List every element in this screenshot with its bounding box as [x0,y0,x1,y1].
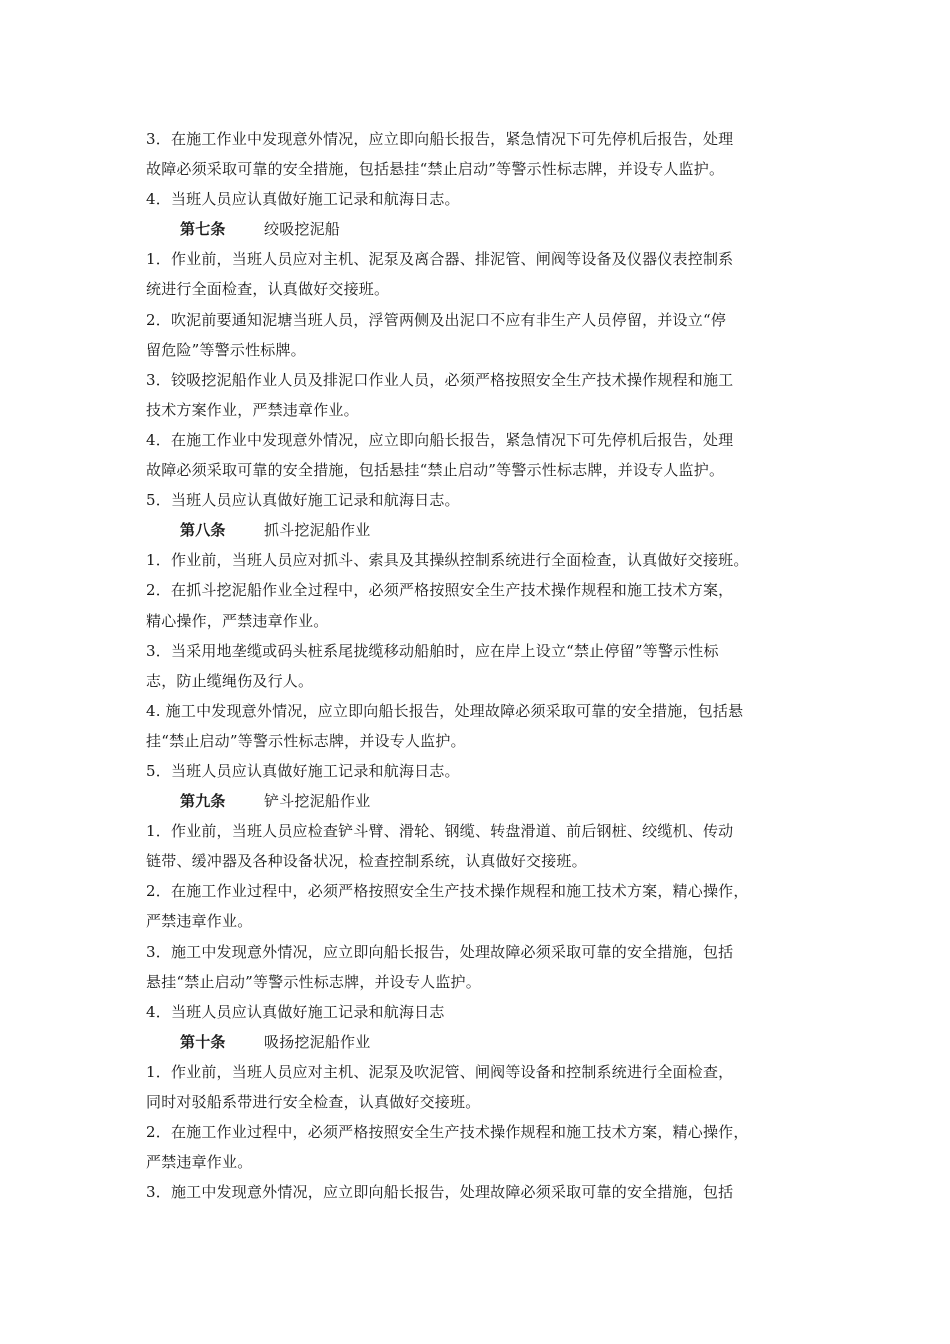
article-number: 第九条 [180,792,226,811]
text-line: 1．作业前，当班人员应对主机、泥泵及离合器、排泥管、闸阀等设备及仪器仪表控制系 [146,250,734,269]
article-heading-8 [146,515,818,545]
article-number: 第十条 [180,1032,226,1051]
text-line: 5．当班人员应认真做好施工记录和航海日志。 [146,491,460,510]
text-line: 1．作业前，当班人员应对主机、泥泵及吹泥管、闸阀等设备和控制系统进行全面检查， [146,1062,734,1081]
text-line: 留危险”等警示性标牌。 [146,340,306,359]
text-line: 4. 施工中发现意外情况，应立即向船长报告，处理故障必须采取可靠的安全措施，包括悬 [146,701,744,720]
text-line: 4．当班人员应认真做好施工记录和航海日志。 [146,190,460,209]
text-line: 技术方案作业，严禁违章作业。 [146,400,359,419]
text-line: 严禁违章作业。 [146,1153,253,1172]
article-number: 第七条 [180,220,226,239]
text-line: 4．当班人员应认真做好施工记录和航海日志 [146,1002,445,1021]
text-line: 2．在抓斗挖泥船作业全过程中，必须严格按照安全生产技术操作规程和施工技术方案， [146,581,734,600]
text-line: 挂“禁止启动”等警示性标志牌，并设专人监护。 [146,731,466,750]
text-line: 3．施工中发现意外情况，应立即向船长报告，处理故障必须采取可靠的安全措施，包括 [146,1183,734,1202]
article-title: 吸扬挖泥船作业 [264,1032,371,1051]
text-line: 3．施工中发现意外情况，应立即向船长报告，处理故障必须采取可靠的安全措施，包括 [146,942,734,961]
article-title: 抓斗挖泥船作业 [264,521,371,540]
text-line: 悬挂“禁止启动”等警示性标志牌，并设专人监护。 [146,972,481,991]
text-line: 链带、缓冲器及各种设备状况，检查控制系统，认真做好交接班。 [146,852,587,871]
text-line: 严禁违章作业。 [146,912,253,931]
article-heading-7 [146,214,818,244]
text-line: 志，防止缆绳伤及行人。 [146,671,314,690]
text-line: 故障必须采取可靠的安全措施，包括悬挂“禁止启动”等警示性标志牌，并设专人监护。 [146,160,725,179]
article-title: 绞吸挖泥船 [264,220,341,239]
text-line: 统进行全面检查，认真做好交接班。 [146,280,390,299]
article-title: 铲斗挖泥船作业 [264,792,371,811]
article-number: 第八条 [180,521,226,540]
text-line: 2．吹泥前要通知泥塘当班人员，浮管两侧及出泥口不应有非生产人员停留，并设立“停 [146,310,727,329]
article-heading-10 [146,1027,818,1057]
text-line: 2．在施工作业过程中，必须严格按照安全生产技术操作规程和施工技术方案，精心操作， [146,1123,749,1142]
text-line: 4．在施工作业中发现意外情况，应立即向船长报告，紧急情况下可先停机后报告，处理 [146,430,734,449]
text-line: 3．当采用地垄缆或码头桩系尾拢缆移动船舶时，应在岸上设立“禁止停留”等警示性标 [146,641,719,660]
text-line: 1．作业前，当班人员应对抓斗、索具及其操纵控制系统进行全面检查，认真做好交接班。 [146,551,749,570]
text-line: 故障必须采取可靠的安全措施，包括悬挂“禁止启动”等警示性标志牌，并设专人监护。 [146,461,725,480]
text-line: 3．铰吸挖泥船作业人员及排泥口作业人员，必须严格按照安全生产技术操作规程和施工 [146,370,734,389]
text-line: 1．作业前，当班人员应检查铲斗臂、滑轮、钢缆、转盘滑道、前后钢桩、绞缆机、传动 [146,822,734,841]
document-page [146,124,818,1207]
text-line: 精心操作，严禁违章作业。 [146,611,329,630]
text-line: 2．在施工作业过程中，必须严格按照安全生产技术操作规程和施工技术方案，精心操作， [146,882,749,901]
text-line: 5．当班人员应认真做好施工记录和航海日志。 [146,761,460,780]
text-line: 3．在施工作业中发现意外情况，应立即向船长报告，紧急情况下可先停机后报告，处理 [146,130,734,148]
article-heading-9 [146,786,818,816]
text-line: 同时对驳船系带进行安全检查，认真做好交接班。 [146,1093,481,1111]
